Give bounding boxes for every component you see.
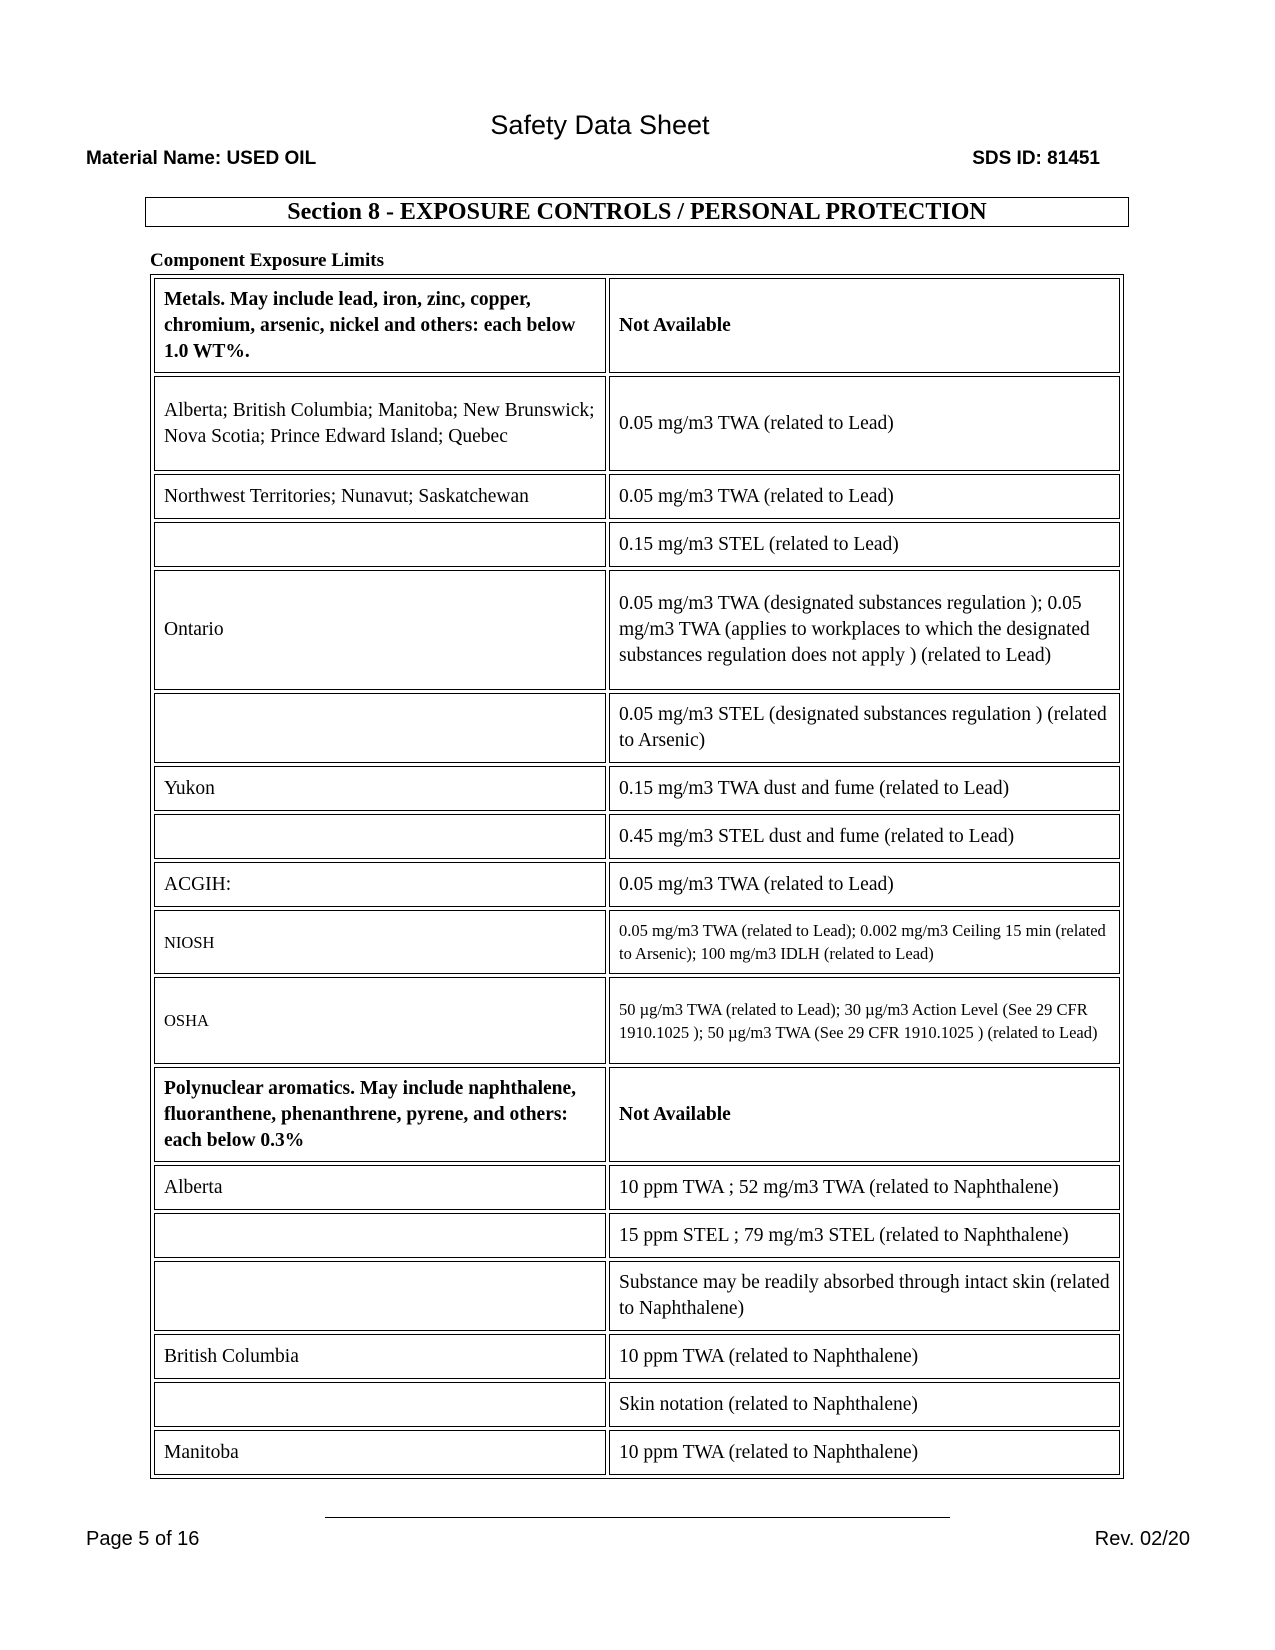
table-row	[154, 814, 1120, 859]
table-row	[154, 766, 1120, 811]
jurisdiction-cell: Yukon	[154, 766, 606, 811]
jurisdiction-cell	[154, 1382, 606, 1427]
jurisdiction-cell: Ontario	[154, 570, 606, 690]
jurisdiction-cell: Northwest Territories; Nunavut; Saskatchewan	[154, 474, 606, 519]
component-exposure-heading: Component Exposure Limits	[150, 250, 385, 271]
limit-value-cell: 0.05 mg/m3 TWA (related to Lead)	[609, 474, 1120, 519]
table-row	[154, 977, 1120, 1064]
jurisdiction-cell	[154, 1213, 606, 1258]
sds-id: SDS ID: 81451	[972, 148, 1100, 169]
page-number: Page 5 of 16	[86, 1528, 200, 1550]
limit-value-cell: 0.15 mg/m3 TWA dust and fume (related to Lead)	[609, 766, 1120, 811]
jurisdiction-cell: Manitoba	[154, 1430, 606, 1475]
table-row	[154, 1165, 1120, 1210]
component-name-cell: Metals. May include lead, iron, zinc, copper, chromium, arsenic, nickel and others: each below 1.0 WT%.	[154, 278, 606, 373]
table-row	[154, 693, 1120, 763]
table-row	[154, 1261, 1120, 1331]
limit-value-cell: Not Available	[609, 1067, 1120, 1162]
footer-divider	[325, 1517, 950, 1518]
table-row	[154, 1382, 1120, 1427]
table-row	[154, 1430, 1120, 1475]
material-name: Material Name: USED OIL	[86, 148, 317, 169]
jurisdiction-cell: NIOSH	[154, 910, 606, 974]
limit-value-cell: 10 ppm TWA (related to Naphthalene)	[609, 1430, 1120, 1475]
section-title: Section 8 - EXPOSURE CONTROLS / PERSONAL PROTECTION	[145, 197, 1129, 227]
limit-value-cell: 10 ppm TWA ; 52 mg/m3 TWA (related to Naphthalene)	[609, 1165, 1120, 1210]
table-row	[154, 862, 1120, 907]
limit-value-cell: Skin notation (related to Naphthalene)	[609, 1382, 1120, 1427]
limit-value-cell: 0.05 mg/m3 TWA (related to Lead)	[609, 376, 1120, 471]
limit-value-cell: 0.05 mg/m3 TWA (designated substances regulation ); 0.05 mg/m3 TWA (applies to workplaces to which the designated substances regulation does not apply ) (related to Lead)	[609, 570, 1120, 690]
table-row	[154, 910, 1120, 974]
revision-date: Rev. 02/20	[1094, 1528, 1190, 1550]
limit-value-cell: 10 ppm TWA (related to Naphthalene)	[609, 1334, 1120, 1379]
table-row	[154, 474, 1120, 519]
table-row	[154, 376, 1120, 471]
limit-value-cell: 0.45 mg/m3 STEL dust and fume (related to Lead)	[609, 814, 1120, 859]
limit-value-cell: 0.05 mg/m3 TWA (related to Lead); 0.002 mg/m3 Ceiling 15 min (related to Arsenic); 100 mg/m3 IDLH (related to Lead)	[609, 910, 1120, 974]
table-row	[154, 1213, 1120, 1258]
jurisdiction-cell	[154, 1261, 606, 1331]
limit-value-cell: 15 ppm STEL ; 79 mg/m3 STEL (related to Naphthalene)	[609, 1213, 1120, 1258]
jurisdiction-cell	[154, 693, 606, 763]
table-row	[154, 570, 1120, 690]
limit-value-cell: 0.05 mg/m3 STEL (designated substances regulation ) (related to Arsenic)	[609, 693, 1120, 763]
table-row	[154, 278, 1120, 373]
table-row	[154, 1334, 1120, 1379]
jurisdiction-cell: Alberta; British Columbia; Manitoba; New Brunswick; Nova Scotia; Prince Edward Island; Quebec	[154, 376, 606, 471]
document-title: Safety Data Sheet	[490, 110, 710, 140]
table-row	[154, 522, 1120, 567]
table-row	[154, 1067, 1120, 1162]
limit-value-cell: Substance may be readily absorbed through intact skin (related to Naphthalene)	[609, 1261, 1120, 1331]
limit-value-cell: 0.15 mg/m3 STEL (related to Lead)	[609, 522, 1120, 567]
jurisdiction-cell	[154, 814, 606, 859]
jurisdiction-cell	[154, 522, 606, 567]
limit-value-cell: 0.05 mg/m3 TWA (related to Lead)	[609, 862, 1120, 907]
jurisdiction-cell: British Columbia	[154, 1334, 606, 1379]
limit-value-cell: Not Available	[609, 278, 1120, 373]
component-name-cell: Polynuclear aromatics. May include naphthalene, fluoranthene, phenanthrene, pyrene, and others: each below 0.3%	[154, 1067, 606, 1162]
jurisdiction-cell: Alberta	[154, 1165, 606, 1210]
limit-value-cell: 50 µg/m3 TWA (related to Lead); 30 µg/m3 Action Level (See 29 CFR 1910.1025 ); 50 µg/m3 TWA (See 29 CFR 1910.1025 ) (related to Lead)	[609, 977, 1120, 1064]
jurisdiction-cell: ACGIH:	[154, 862, 606, 907]
jurisdiction-cell: OSHA	[154, 977, 606, 1064]
exposure-limits-table	[150, 274, 1124, 1479]
